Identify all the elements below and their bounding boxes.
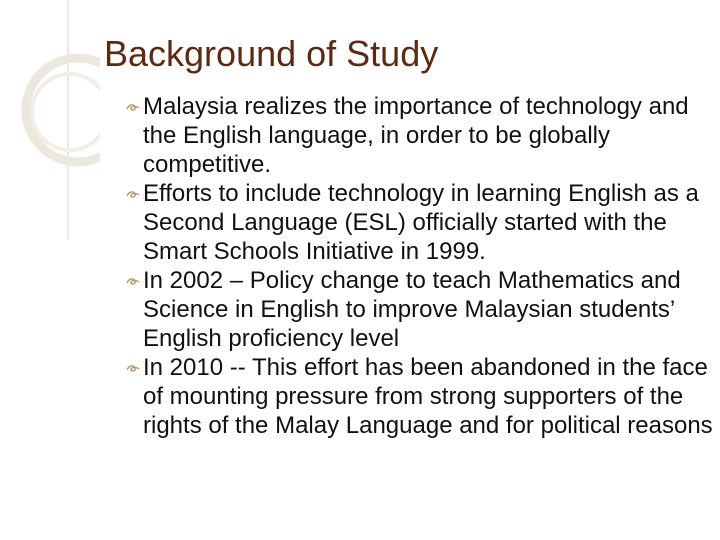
bullet-item — [124, 353, 714, 440]
swirl-bullet-icon — [126, 190, 140, 200]
bullet-text: In 2002 – Policy change to teach Mathematics and Science in English to improve Malaysian students’ English proficiency level — [143, 267, 681, 352]
swirl-bullet-icon — [126, 364, 140, 374]
slide-title: Background of Study — [104, 33, 439, 74]
bullet-item — [124, 92, 714, 179]
bullet-text: Efforts to include technology in learning English as a Second Language (ESL) officially started with the Smart Schools Initiative in 1999. — [143, 180, 699, 265]
bullet-item — [124, 266, 714, 353]
bullet-text: In 2010 -- This effort has been abandoned in the face of mounting pressure from strong supporters of the rights of the Malay Language and for political reasons — [143, 354, 713, 439]
swirl-bullet-icon — [126, 103, 140, 113]
bullet-list — [124, 92, 714, 440]
bullet-item — [124, 179, 714, 266]
bullet-text: Malaysia realizes the importance of technology and the English language, in order to be globally competitive. — [143, 93, 689, 178]
swirl-bullet-icon — [126, 277, 140, 287]
decorative-circles-icon — [0, 0, 100, 240]
